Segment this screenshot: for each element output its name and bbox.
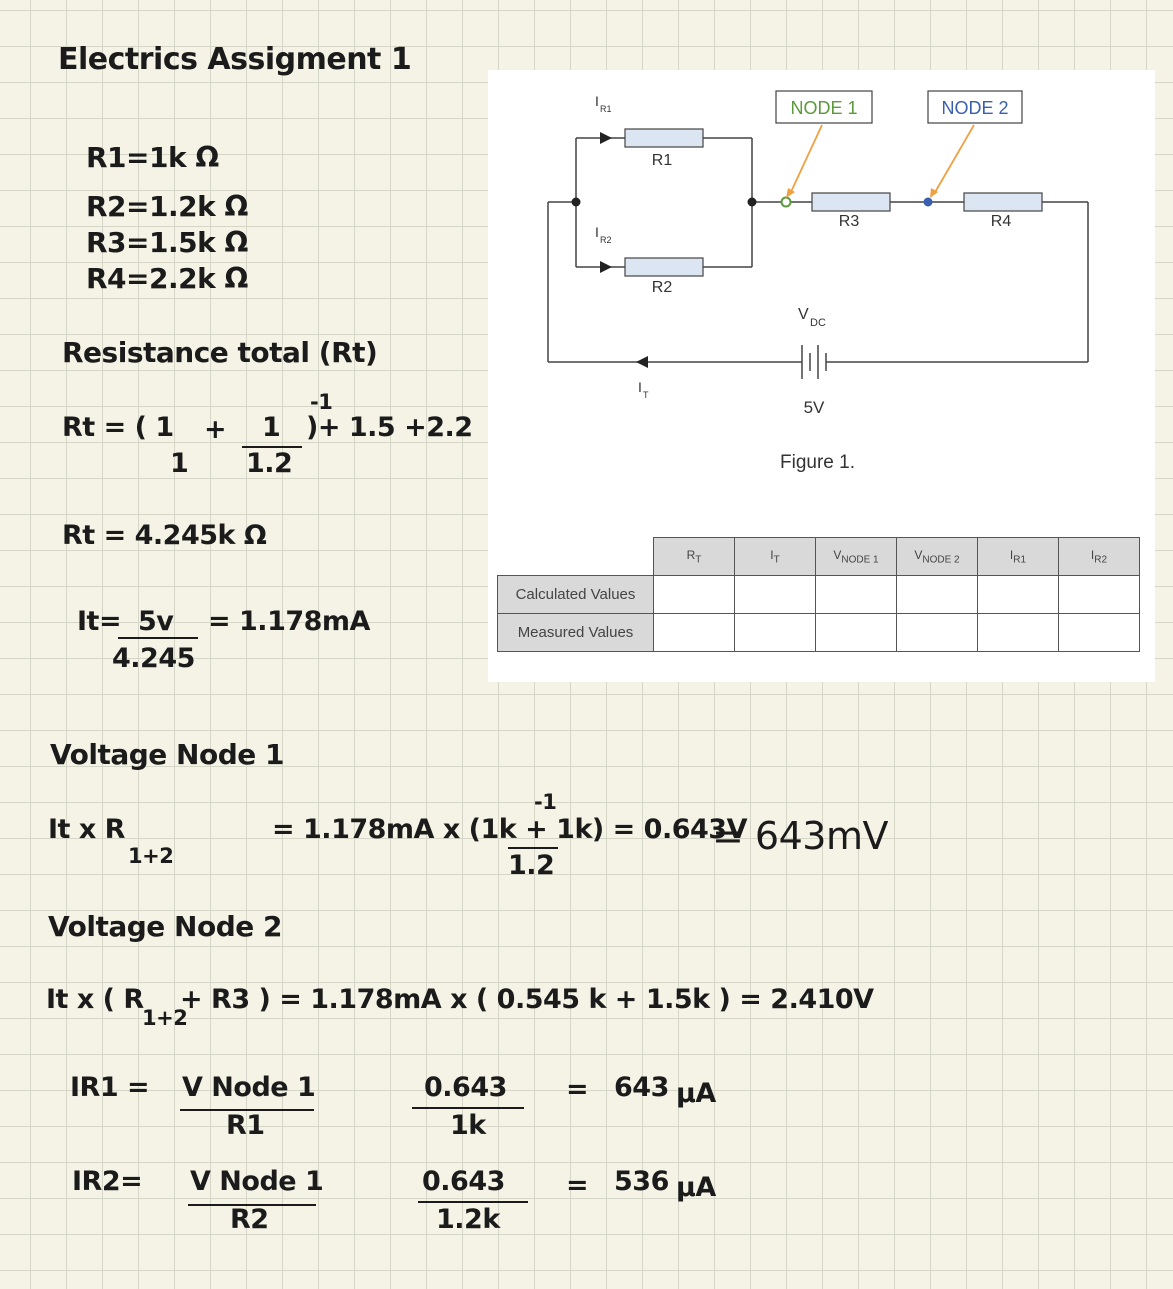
- table-header-cell: $V_{NODE 2}$: [897, 538, 978, 576]
- ir2-eq: =: [566, 1170, 589, 1201]
- ir1-unit: μA: [676, 1078, 716, 1109]
- row-label-calculated: Calculated Values: [498, 576, 654, 614]
- node1-lead: It x R: [48, 814, 125, 845]
- arrow-it: [636, 356, 648, 368]
- node2-lead-sub: 1+2: [142, 1006, 188, 1030]
- it-lead: It=: [77, 606, 122, 637]
- ir1-result: 643: [614, 1072, 669, 1103]
- node2-label: NODE 2: [941, 98, 1009, 118]
- table-cell: [897, 614, 978, 652]
- it-numerator: 5v: [138, 606, 174, 637]
- table-cell: [735, 614, 816, 652]
- table-header-cell: $I_{R1}$: [978, 538, 1059, 576]
- node1-expr: = 1.178mA x (1k + 1k) = 0.643V: [272, 814, 747, 845]
- r2-label: R2: [651, 279, 673, 296]
- table-cell: [654, 614, 735, 652]
- node1-den: 1.2: [508, 850, 555, 881]
- table-row: [498, 614, 1140, 652]
- table-cell: [978, 576, 1059, 614]
- ir1-den: R1: [226, 1110, 265, 1141]
- table-cell: [816, 614, 897, 652]
- table-cell: [978, 614, 1059, 652]
- rt-formula-num2: 1: [262, 412, 281, 443]
- node1-pointer: [790, 125, 822, 194]
- node2-heading: Voltage Node 2: [48, 910, 282, 943]
- table-cell: [1059, 614, 1140, 652]
- rt-formula-den1: 1: [170, 448, 189, 479]
- table-header-cell: $V_{NODE 1}$: [816, 538, 897, 576]
- ir1-num: V Node 1: [182, 1072, 316, 1103]
- ir2-den2: 1.2k: [436, 1204, 500, 1235]
- resistor-r2: R2=1.2k Ω: [86, 190, 248, 223]
- ir2-result: 536: [614, 1166, 669, 1197]
- table-header-cell: $I_{R2}$: [1059, 538, 1140, 576]
- rt-result: Rt = 4.245k Ω: [62, 520, 267, 551]
- table-header-cell: $I_T$: [735, 538, 816, 576]
- voltage-label: 5V: [803, 398, 825, 417]
- node1-lead-sub: 1+2: [128, 844, 174, 868]
- rt-formula-lead: Rt = ( 1: [62, 412, 174, 443]
- node2-expr: + R3 ) = 1.178mA x ( 0.545 k + 1.5k ) = 2.410V: [180, 984, 874, 1015]
- it-denominator: 4.245: [112, 643, 195, 674]
- ir2-unit: μA: [676, 1172, 716, 1203]
- arrow-ir2: [600, 261, 612, 273]
- resistor-r3-symbol: [812, 193, 890, 211]
- node2-lead: It x ( R: [46, 984, 144, 1015]
- circuit-figure: [488, 70, 1155, 682]
- ir1-fraction-bar-2: [412, 1107, 524, 1109]
- ir1-den2: 1k: [450, 1110, 486, 1141]
- node1-pointer-head: [786, 188, 795, 198]
- r4-label: R4: [990, 213, 1012, 230]
- table-cell: [1059, 576, 1140, 614]
- vdc-symbol-sub: DC: [810, 317, 826, 329]
- resistor-r2-symbol: [625, 258, 703, 276]
- resistor-r1: R1=1k Ω: [86, 141, 219, 174]
- table-header-cell: $R_T$: [654, 538, 735, 576]
- row-label-measured: Measured Values: [498, 614, 654, 652]
- rt-formula-exp: -1: [310, 390, 333, 414]
- rt-formula-tail: )+ 1.5 +2.2: [306, 412, 473, 443]
- ir1-symbol-sub: R1: [600, 104, 612, 114]
- resistor-r3: R3=1.5k Ω: [86, 226, 248, 259]
- resistor-r4: R4=2.2k Ω: [86, 262, 248, 295]
- junction-right: [748, 198, 757, 207]
- ir2-symbol: I: [595, 224, 599, 240]
- r1-label: R1: [651, 152, 673, 169]
- it-fraction-bar: [118, 637, 198, 639]
- table-row: [498, 576, 1140, 614]
- rt-heading: Resistance total (Rt): [62, 336, 378, 369]
- junction-left: [572, 198, 581, 207]
- ir1-symbol: I: [595, 93, 599, 109]
- table-corner: [498, 538, 654, 576]
- rt-formula-plus: +: [204, 414, 227, 445]
- node2-pointer: [934, 125, 974, 194]
- page-title: Electrics Assigment 1: [58, 42, 412, 77]
- node1-label: NODE 1: [790, 98, 858, 118]
- table-cell: [816, 576, 897, 614]
- arrow-ir1: [600, 132, 612, 144]
- node1-heading: Voltage Node 1: [50, 738, 284, 771]
- node1-fraction-bar: [508, 847, 558, 849]
- it-symbol-sub: T: [643, 390, 649, 400]
- resistors: [625, 129, 1042, 276]
- ir2-den: R2: [230, 1204, 269, 1235]
- results-table: [497, 537, 1140, 652]
- ir2-fraction-bar-2: [418, 1201, 528, 1203]
- resistor-r4-symbol: [964, 193, 1042, 211]
- battery-icon: [798, 345, 836, 379]
- rt-formula-den2: 1.2: [246, 448, 293, 479]
- node2-dot: [924, 198, 933, 207]
- ir2-num: V Node 1: [190, 1166, 324, 1197]
- node1-mv: = 643mV: [712, 814, 888, 858]
- table-cell: [735, 576, 816, 614]
- table-cell: [654, 576, 735, 614]
- vdc-symbol: V: [798, 306, 809, 323]
- ir1-eq: =: [566, 1074, 589, 1105]
- it-symbol: I: [638, 379, 642, 395]
- node1-exp: -1: [534, 790, 557, 814]
- table-header-row: [498, 538, 1140, 576]
- ir1-num2: 0.643: [424, 1072, 507, 1103]
- it-result: = 1.178mA: [208, 606, 370, 637]
- figure-caption: Figure 1.: [780, 452, 855, 473]
- ir2-label: IR2=: [72, 1166, 143, 1197]
- ir1-label: IR1 =: [70, 1072, 150, 1103]
- node1-dot: [782, 198, 791, 207]
- ir2-num2: 0.643: [422, 1166, 505, 1197]
- r3-label: R3: [838, 213, 860, 230]
- table-cell: [897, 576, 978, 614]
- resistor-r1-symbol: [625, 129, 703, 147]
- ir2-symbol-sub: R2: [600, 235, 612, 245]
